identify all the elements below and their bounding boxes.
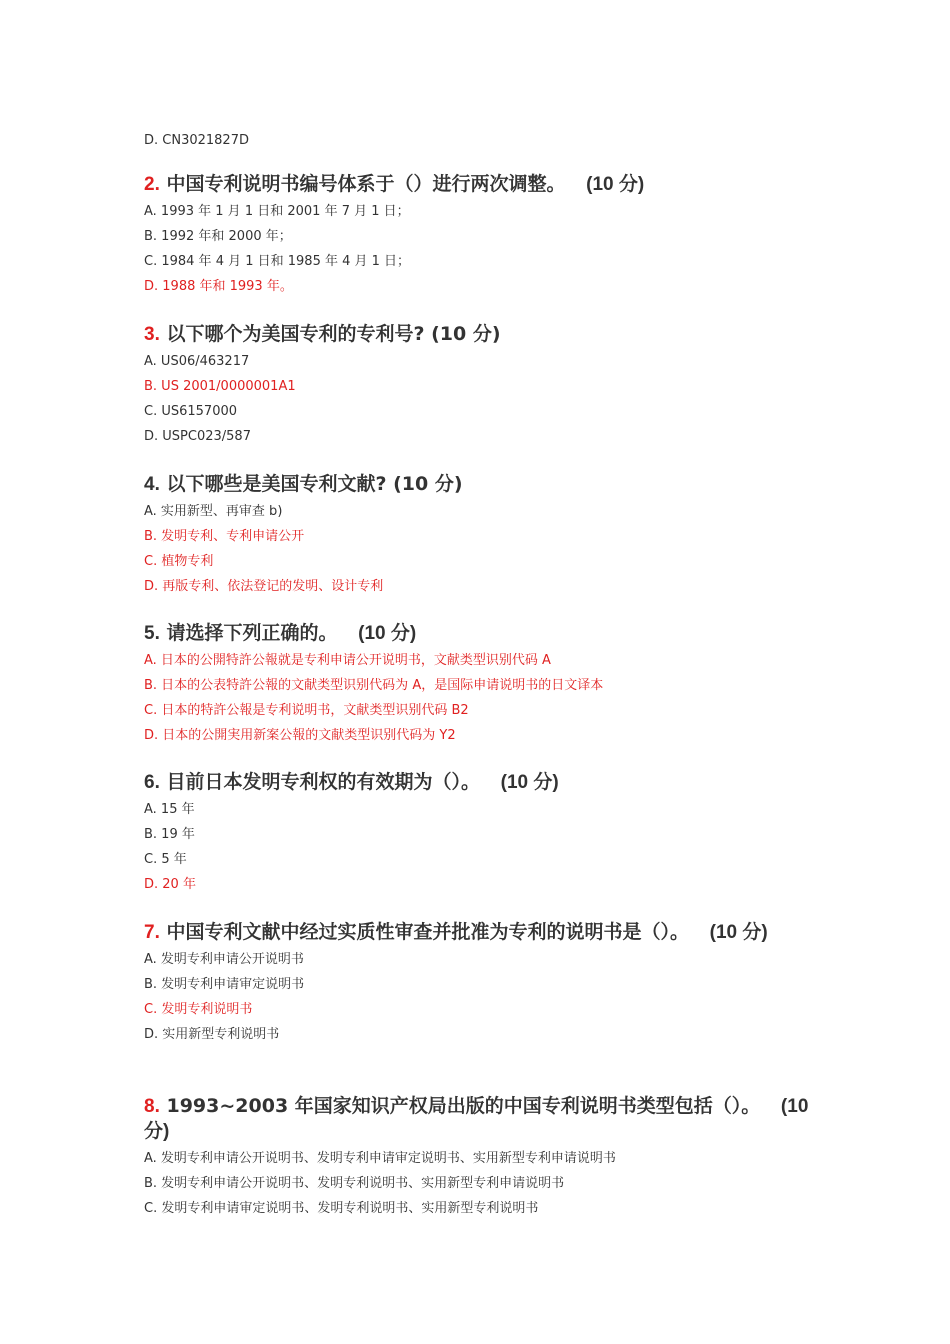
- option-b[interactable]: B. 发明专利、专利申请公开: [144, 529, 305, 544]
- question-title: [144, 920, 824, 945]
- question-title: [144, 1094, 824, 1144]
- question-title: [144, 770, 824, 795]
- question-number: 3.: [144, 324, 160, 345]
- option-c[interactable]: C. 发明专利申请审定说明书、发明专利说明书、实用新型专利说明书: [144, 1201, 539, 1216]
- option-b[interactable]: B. 1992 年和 2000 年；: [144, 229, 292, 244]
- question-8: [144, 1094, 824, 1221]
- option-b[interactable]: B. US 2001/0000001A1: [144, 379, 296, 394]
- option-a[interactable]: A. 日本的公開特許公報就是专利申请公开说明书，文献类型识别代码 A: [144, 653, 551, 668]
- question-number: 6.: [144, 772, 160, 793]
- option-a[interactable]: A. 发明专利申请公开说明书、发明专利申请审定说明书、实用新型专利申请说明书: [144, 1151, 616, 1166]
- question-number: 5.: [144, 623, 160, 644]
- option-c[interactable]: C. 5 年: [144, 852, 187, 867]
- question-number: 2.: [144, 174, 160, 195]
- question-title: [144, 322, 824, 347]
- option-a[interactable]: A. 15 年: [144, 802, 195, 817]
- question-7: [144, 920, 824, 1047]
- question-6: [144, 770, 824, 897]
- option-c[interactable]: C. 1984 年 4 月 1 日和 1985 年 4 月 1 日；: [144, 254, 411, 269]
- question-number: 4.: [144, 474, 160, 495]
- question-score: (10 分): [586, 174, 645, 195]
- option-c[interactable]: C. 植物专利: [144, 554, 214, 569]
- option-d[interactable]: D. 日本的公開実用新案公報的文献类型识别代码为 Y2: [144, 728, 456, 743]
- question-text: 1993~2003 年国家知识产权局出版的中国专利说明书类型包括（）。: [166, 1095, 761, 1117]
- question-number: 8.: [144, 1096, 160, 1117]
- option-a[interactable]: A. 发明专利申请公开说明书: [144, 952, 304, 967]
- question-score: (10 分): [144, 1096, 809, 1142]
- option-d[interactable]: D. 再版专利、依法登记的发明、设计专利: [144, 579, 384, 594]
- question-4: [144, 472, 824, 599]
- question-text: 中国专利文献中经过实质性审查并批准为专利的说明书是（）。: [166, 921, 689, 943]
- option-b[interactable]: B. 发明专利申请审定说明书: [144, 977, 305, 992]
- prev-question-option-d: D. CN3021827D: [144, 133, 249, 148]
- option-d[interactable]: D. 1988 年和 1993 年。: [144, 279, 293, 294]
- question-text: 目前日本发明专利权的有效期为（）。: [166, 771, 480, 793]
- option-a[interactable]: A. 实用新型、再审查 b): [144, 504, 283, 519]
- option-d[interactable]: D. 实用新型专利说明书: [144, 1027, 280, 1042]
- option-b[interactable]: B. 日本的公表特許公報的文献类型识别代码为 A，是国际申请说明书的日文译本: [144, 678, 604, 693]
- question-score: (10 分): [500, 772, 559, 793]
- question-title: [144, 172, 824, 197]
- question-score: (10 分): [709, 922, 768, 943]
- option-b[interactable]: B. 19 年: [144, 827, 195, 842]
- option-b[interactable]: B. 发明专利申请公开说明书、发明专利说明书、实用新型专利申请说明书: [144, 1176, 565, 1191]
- question-text: 请选择下列正确的。: [166, 622, 338, 644]
- option-c[interactable]: C. US6157000: [144, 404, 238, 419]
- question-2: [144, 172, 824, 299]
- question-3: [144, 322, 824, 449]
- option-c[interactable]: C. 发明专利说明书: [144, 1002, 253, 1017]
- question-score: (10 分): [358, 623, 417, 644]
- option-a[interactable]: A. US06/463217: [144, 354, 250, 369]
- option-d[interactable]: D. USPC023/587: [144, 429, 251, 444]
- question-title: [144, 621, 824, 646]
- option-c[interactable]: C. 日本的特許公報是专利说明书，文献类型识别代码 B2: [144, 703, 469, 718]
- question-title: [144, 472, 824, 497]
- option-d[interactable]: D. 20 年: [144, 877, 196, 892]
- question-text: 以下哪些是美国专利文献? (10 分): [166, 473, 463, 495]
- question-text: 中国专利说明书编号体系于（）进行两次调整。: [166, 173, 566, 195]
- question-text: 以下哪个为美国专利的专利号? (10 分): [166, 323, 501, 345]
- question-5: [144, 621, 824, 748]
- option-a[interactable]: A. 1993 年 1 月 1 日和 2001 年 7 月 1 日；: [144, 204, 410, 219]
- question-number: 7.: [144, 922, 160, 943]
